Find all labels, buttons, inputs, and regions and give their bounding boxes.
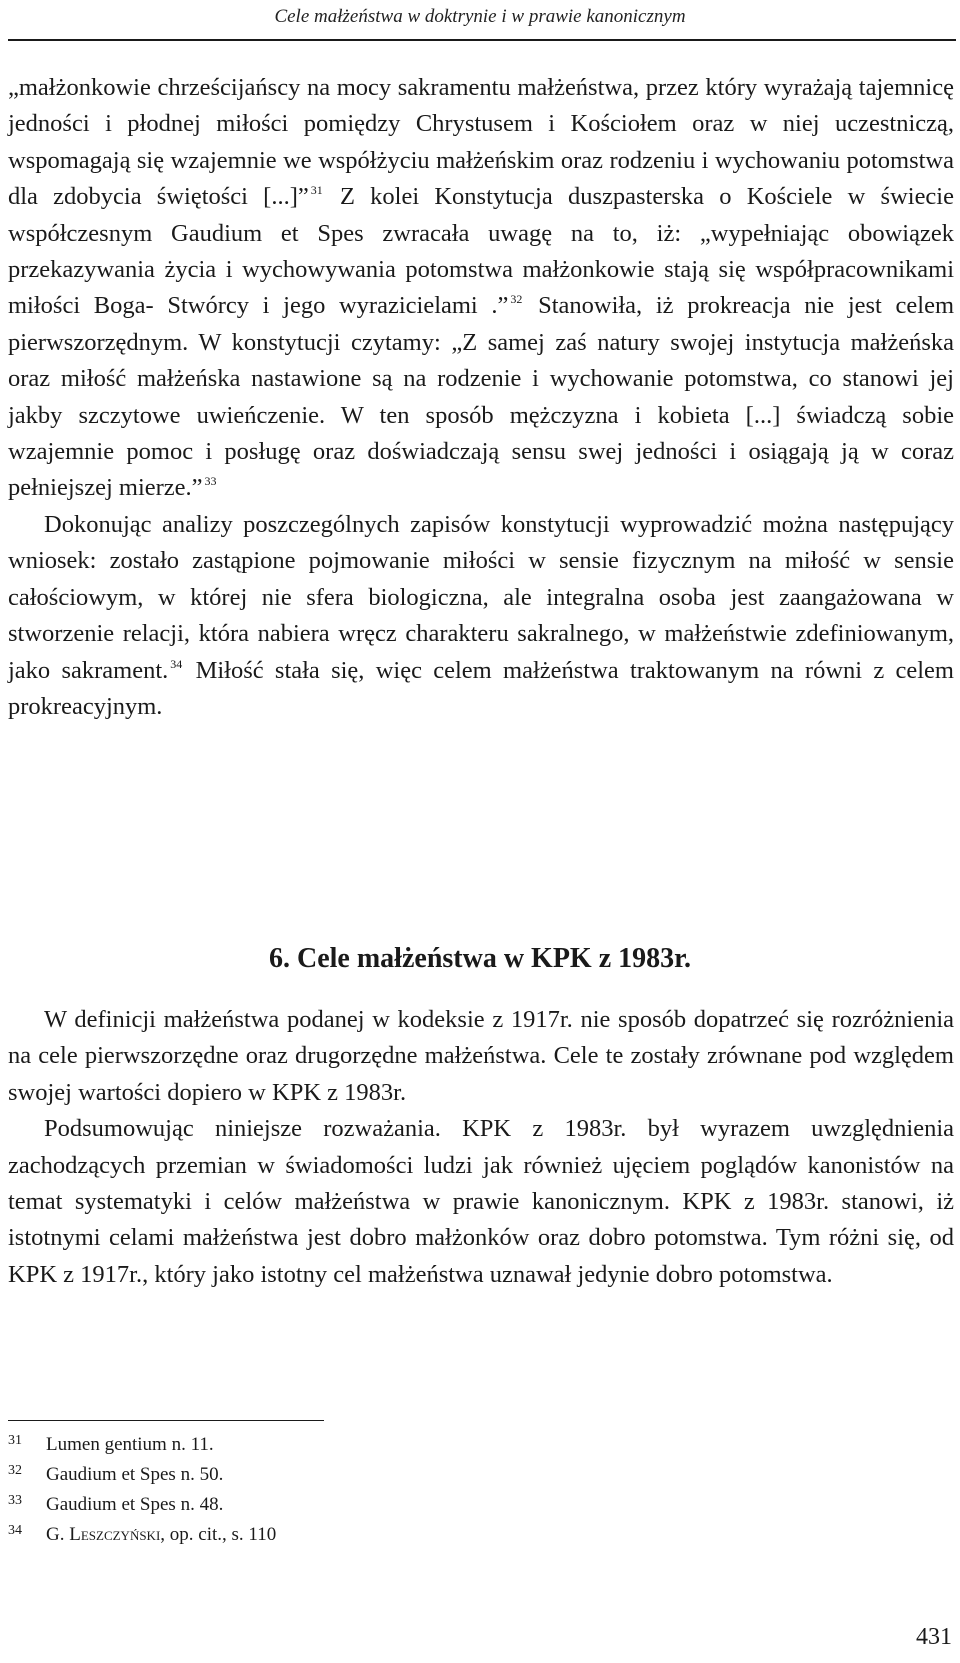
footnote-32: 32 Gaudium et Spes n. 50. [8, 1463, 224, 1485]
paragraph-2: Dokonując analizy poszczególnych zapisów konstytucji wyprowadzić można następujący wniosek: zostało zastąpione pojmowanie miłości w sensie fizycznym na miłość w sensie całościowym, w której nie sfera biologiczna, ale integralna osoba jest zaangażowana w stworzenie relacji, która nabiera wręcz charakteru sakralnego, w małżeństwie zdefiniowanym, jako sakrament. $^{34}$ Miłość stała się, więc celem małżeństwa traktowanym na równi z celem prokreacyjnym. [8, 510, 954, 720]
footnote-rule [8, 1420, 324, 1421]
main-text-block [8, 70, 954, 725]
section-heading: 6. Cele małżeństwa w KPK z 1983r. [269, 943, 691, 974]
header-rule [8, 39, 956, 41]
footnotes [8, 1430, 608, 1550]
footnote-ref-32[interactable]: 32 [510, 292, 523, 307]
footnote-34: 34 G. Leszczyński, op. cit., s. 110 [8, 1523, 277, 1545]
footnote-ref-34[interactable]: 34 [170, 656, 183, 671]
footnote-31: 31 Lumen gentium n. 11. [8, 1433, 214, 1455]
paragraph-1: „małżonkowie chrześcijańscy na mocy sakramentu małżeństwa, przez który wyrażają tajemnicę jedności i płodnej miłości pomiędzy Chrystusem i Kościołem oraz w niej uczestniczą, wspomagają się wzajemnie we współżyciu małżeńskim oraz rodzeniu i wychowaniu potomstwa dla zdobycia świętości [...]” $^{31}$ Z kolei Konstytucja duszpasterska o Kościele w świecie współczesnym Gaudium et Spes zwracała uwagę na to, iż: „wypełniając obowiązek przekazywania życia i wychowywania potomstwa małżonkowie stają się współpracownikami miłości Boga- Stwórcy i jego wyrazicielami .” $^{32}$ Stanowiła, iż prokreacja nie jest celem pierwszorzędnym. W konstytucji czytamy: „Z samej zaś natury swojej instytucja małżeńska oraz miłość małżeńska nastawione są na rodzenie i wychowanie potomstwa, co stanowi jej jakby szczytowe uwieńczenie. W ten sposób mężczyzna i kobieta [...] świadczą sobie wzajemnie pomoc i posługę oraz doświadczają sensu swej jedności i osiągają ją w coraz pełniejszej mierze.” $^{33}$ [8, 74, 954, 502]
footnote-ref-33[interactable]: 33 [204, 474, 217, 489]
footnote-33: 33 Gaudium et Spes n. 48. [8, 1493, 224, 1515]
footnote-ref-31[interactable]: 31 [310, 183, 323, 198]
section-text-block [8, 1002, 954, 1293]
section-paragraph-1: W definicji małżeństwa podanej w kodeksie z 1917r. nie sposób dopatrzeć się rozróżnienia na cele pierwszorzędne oraz drugorzędne małżeństwa. Cele te zostały zrównane pod względem swojej wartości dopiero w KPK z 1983r. [8, 1006, 954, 1106]
running-header: Cele małżeństwa w doktrynie i w prawie kanonicznym [274, 6, 686, 27]
page-number: 431 [916, 1624, 952, 1650]
section-paragraph-2: Podsumowując niniejsze rozważania. KPK z 1983r. był wyrazem uwzględnienia zachodzących przemian w świadomości ludzi jak również ujęciem poglądów kanonistów na temat systematyki i celów małżeństwa w prawie kanonicznym. KPK z 1983r. stanowi, iż istotnymi celami małżeństwa jest dobro małżonków oraz dobro potomstwa. Tym różni się, od KPK z 1917r., który jako istotny cel małżeństwa uznawał jedynie dobro potomstwa. [8, 1115, 954, 1288]
